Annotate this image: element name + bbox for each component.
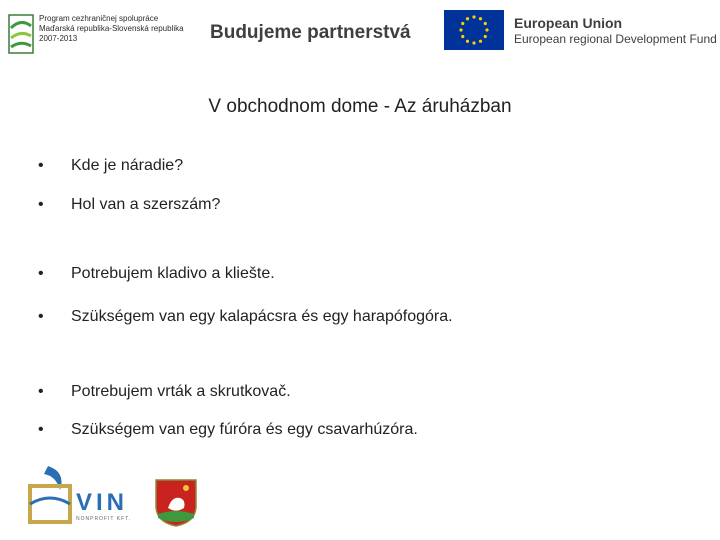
vin-logo-text: VIN bbox=[76, 489, 129, 516]
list-item bbox=[38, 265, 275, 283]
slide-title: V obchodnom dome - Az áruházban bbox=[208, 96, 512, 117]
header-banner bbox=[0, 0, 720, 70]
eu-title: European Union bbox=[514, 15, 623, 31]
list-item-text: Szükségem van egy fúróra és egy csavarhúzóra. bbox=[71, 421, 418, 438]
eu-star-icon bbox=[472, 15, 475, 18]
list-item bbox=[38, 196, 220, 214]
vin-logo bbox=[26, 462, 146, 526]
list-item bbox=[38, 308, 453, 326]
program-line-2: Maďarská republika-Slovenská republika bbox=[39, 24, 184, 33]
vin-logo-frame-icon bbox=[30, 486, 70, 522]
list-item bbox=[38, 383, 291, 401]
program-line-1: Program cezhraničnej spolupráce bbox=[39, 14, 159, 23]
eu-star-icon bbox=[461, 22, 464, 25]
program-logo bbox=[8, 14, 188, 54]
eu-star-icon bbox=[484, 22, 487, 25]
eu-star-icon bbox=[466, 17, 469, 20]
eu-subtitle: European regional Development Fund bbox=[514, 32, 717, 46]
eu-star-icon bbox=[472, 41, 475, 44]
list-item-text: Potrebujem vrták a skrutkovač. bbox=[71, 383, 291, 400]
eu-label bbox=[514, 14, 717, 46]
bullet-dot: • bbox=[38, 383, 44, 400]
vin-logo-sub: NONPROFIT KFT. bbox=[76, 516, 132, 522]
list-item bbox=[38, 421, 418, 439]
bullet-dot: • bbox=[38, 308, 44, 325]
list-item bbox=[38, 157, 183, 175]
bullet-dot: • bbox=[38, 421, 44, 438]
vin-logo-wave-icon bbox=[30, 498, 70, 504]
list-item-text: Szükségem van egy kalapácsra és egy harapófogóra. bbox=[71, 308, 453, 325]
eu-star-icon bbox=[479, 40, 482, 43]
town-crest bbox=[154, 478, 198, 528]
eu-star-icon bbox=[485, 28, 488, 31]
eu-star-icon bbox=[484, 35, 487, 38]
eu-star-icon bbox=[459, 28, 462, 31]
bullet-dot: • bbox=[38, 196, 44, 213]
eu-star-icon bbox=[479, 17, 482, 20]
eu-flag-icon bbox=[444, 10, 504, 50]
bullet-dot: • bbox=[38, 157, 44, 174]
slogan-text: Budujeme partnerstvá bbox=[210, 22, 411, 43]
list-item-text: Hol van a szerszám? bbox=[71, 196, 221, 213]
program-text bbox=[39, 14, 184, 44]
bullet-dot: • bbox=[38, 265, 44, 282]
eu-star-icon bbox=[461, 35, 464, 38]
program-logo-icon bbox=[8, 14, 34, 54]
list-item-text: Potrebujem kladivo a kliešte. bbox=[71, 265, 275, 282]
crest-star-icon bbox=[183, 485, 189, 491]
program-line-3: 2007-2013 bbox=[39, 34, 78, 43]
list-item-text: Kde je náradie? bbox=[71, 157, 184, 174]
eu-star-icon bbox=[466, 40, 469, 43]
